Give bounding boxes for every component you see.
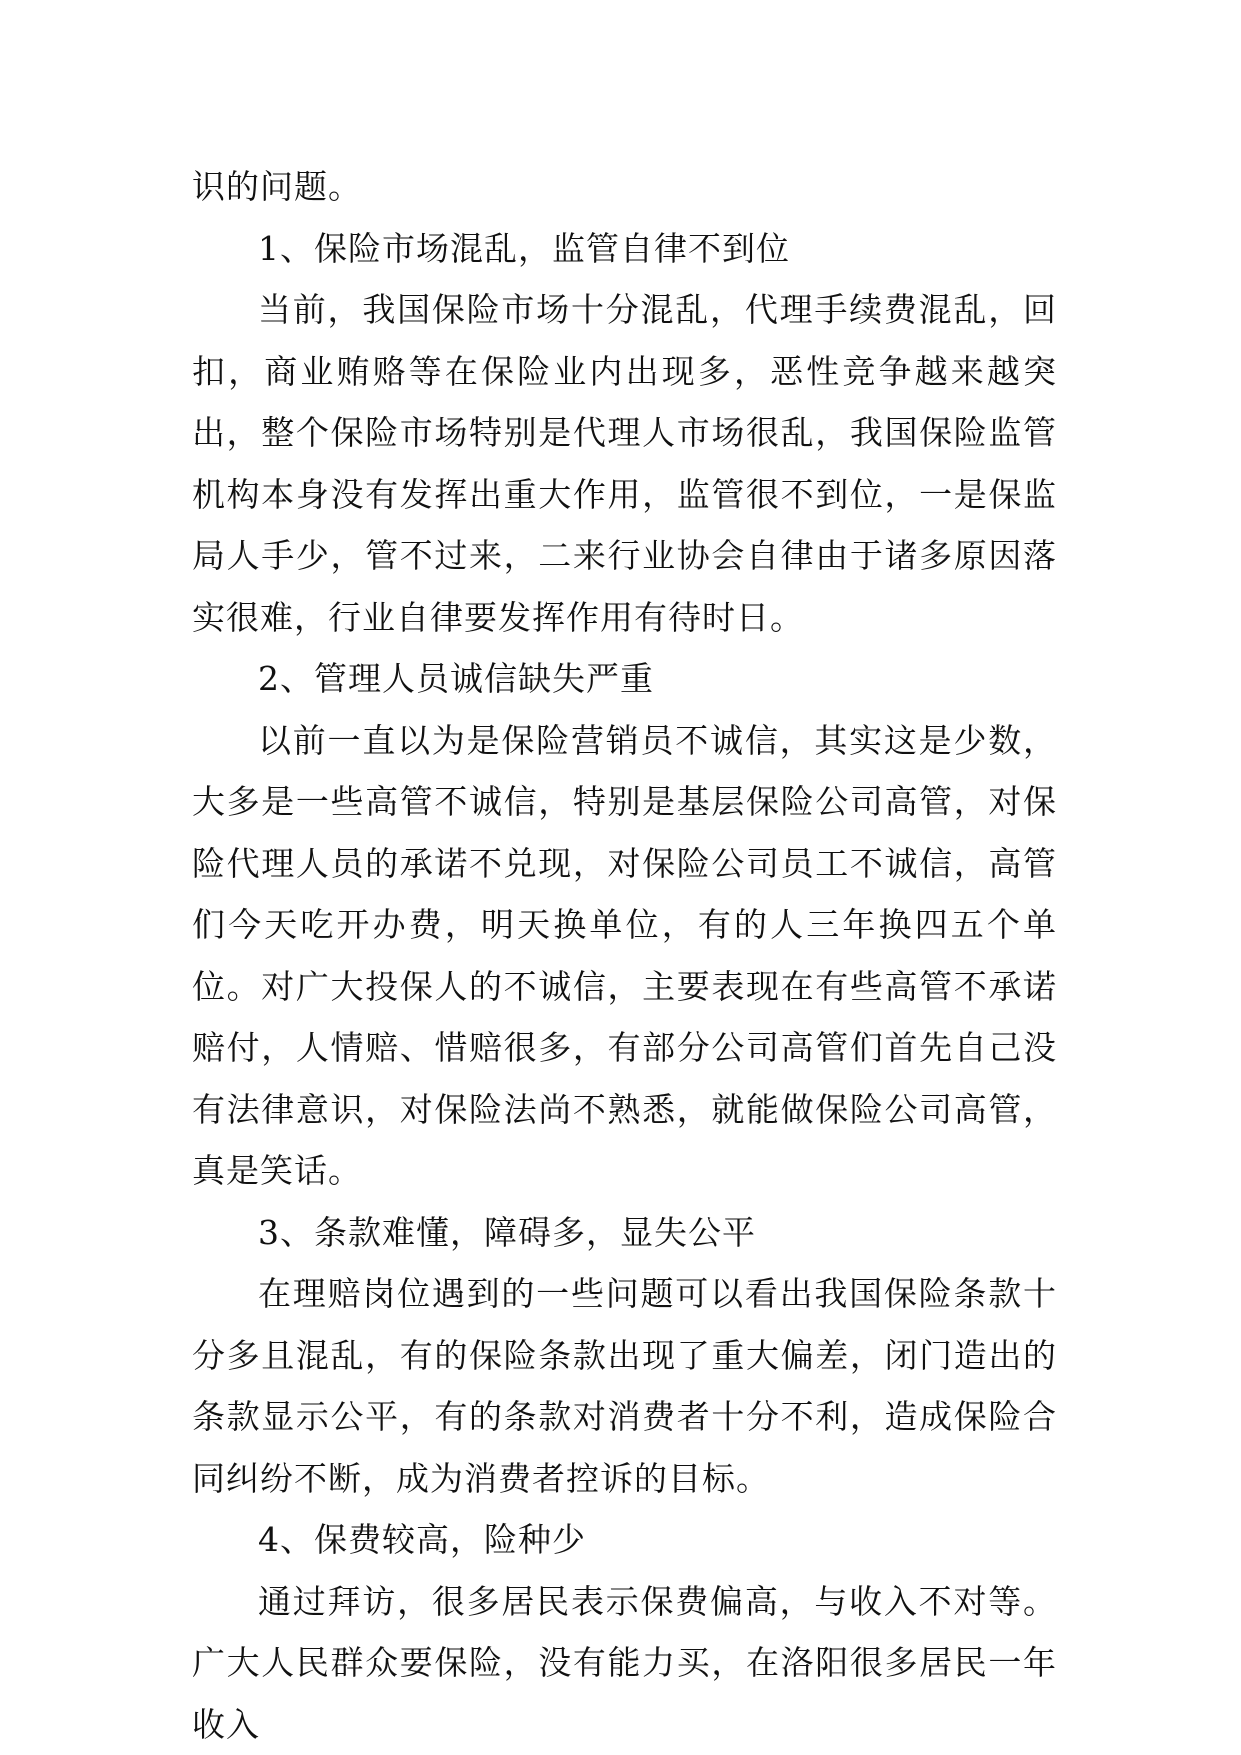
section-heading-1: 1、保险市场混乱，监管自律不到位 (192, 218, 1057, 280)
paragraph-section-3: 在理赔岗位遇到的一些问题可以看出我国保险条款十分多且混乱，有的保险条款出现了重大偏差，闭门造出的条款显示公平，有的条款对消费者十分不利，造成保险合同纠纷不断，成为消费者控诉的目标。 (192, 1263, 1057, 1509)
document-body (192, 156, 1057, 1755)
section-heading-3: 3、条款难懂，障碍多，显失公平 (192, 1202, 1057, 1264)
section-heading-4: 4、保费较高，险种少 (192, 1509, 1057, 1571)
section-heading-2: 2、管理人员诚信缺失严重 (192, 648, 1057, 710)
paragraph-section-2: 以前一直以为是保险营销员不诚信，其实这是少数，大多是一些高管不诚信，特别是基层保险公司高管，对保险代理人员的承诺不兑现，对保险公司员工不诚信，高管们今天吃开办费，明天换单位，有的人三年换四五个单位。对广大投保人的不诚信，主要表现在有些高管不承诺赔付，人情赔、惜赔很多，有部分公司高管们首先自己没有法律意识，对保险法尚不熟悉，就能做保险公司高管，真是笑话。 (192, 710, 1057, 1202)
paragraph-continued: 识的问题。 (192, 156, 1057, 218)
paragraph-section-1: 当前，我国保险市场十分混乱，代理手续费混乱，回扣，商业贿赂等在保险业内出现多，恶性竞争越来越突出，整个保险市场特别是代理人市场很乱，我国保险监管机构本身没有发挥出重大作用，监管很不到位，一是保监局人手少，管不过来，二来行业协会自律由于诸多原因落实很难，行业自律要发挥作用有待时日。 (192, 279, 1057, 648)
paragraph-section-4: 通过拜访，很多居民表示保费偏高，与收入不对等。广大人民群众要保险，没有能力买，在洛阳很多居民一年收入 (192, 1571, 1057, 1755)
